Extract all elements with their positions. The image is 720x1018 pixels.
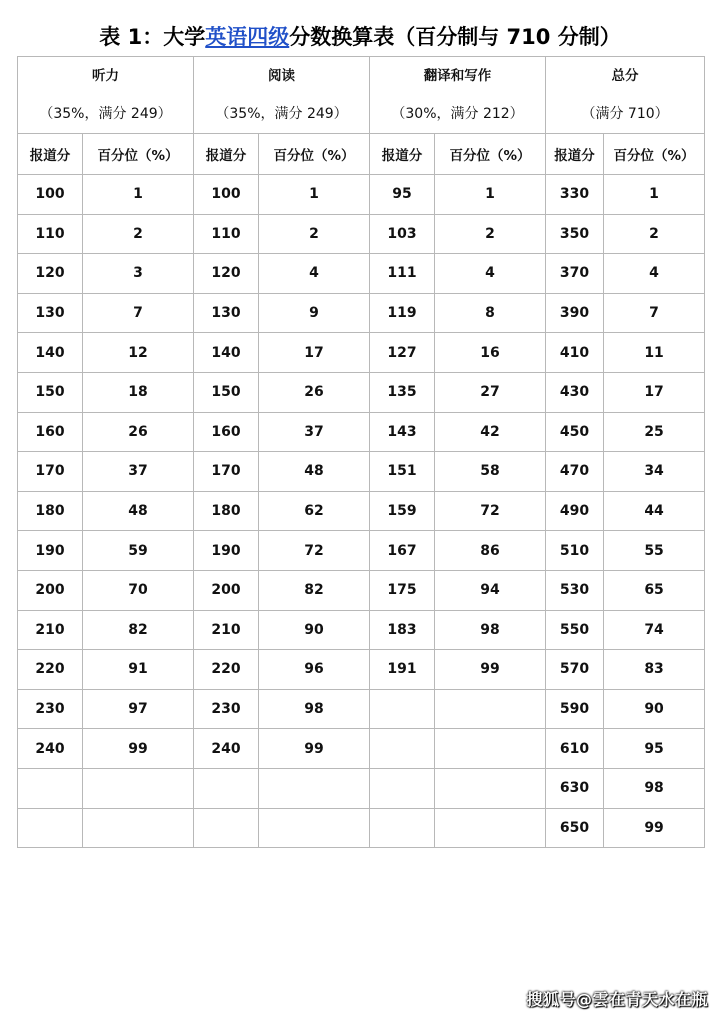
section-header [546,57,705,134]
column-header-percentile: 百分位（%） [83,134,194,175]
percentile-cell: 70 [83,570,194,610]
percentile-cell: 9 [259,293,370,333]
percentile-cell: 82 [259,570,370,610]
score-cell: 570 [546,650,604,690]
percentile-cell [435,729,546,769]
percentile-cell: 99 [83,729,194,769]
percentile-cell: 48 [259,452,370,492]
score-cell [18,808,83,848]
percentile-cell: 18 [83,372,194,412]
percentile-cell: 83 [604,650,705,690]
section-subtitle: （满分 710） [581,106,669,122]
score-cell: 151 [370,452,435,492]
score-cell [370,768,435,808]
score-cell: 170 [18,452,83,492]
score-cell: 190 [194,531,259,571]
percentile-cell: 95 [604,729,705,769]
score-cell: 470 [546,452,604,492]
score-cell: 180 [194,491,259,531]
percentile-cell: 8 [435,293,546,333]
table-row [18,531,705,571]
section-subtitle: （35%，满分 249） [215,106,348,122]
score-cell: 630 [546,768,604,808]
percentile-cell: 4 [435,254,546,294]
section-header-row [18,57,705,134]
score-cell: 120 [194,254,259,294]
score-cell: 95 [370,175,435,215]
percentile-cell: 91 [83,650,194,690]
percentile-cell: 65 [604,570,705,610]
section-name: 总分 [611,68,639,84]
percentile-cell: 2 [83,214,194,254]
percentile-cell: 55 [604,531,705,571]
percentile-cell: 90 [259,610,370,650]
score-cell: 610 [546,729,604,769]
score-cell: 110 [194,214,259,254]
percentile-cell: 26 [83,412,194,452]
percentile-cell: 2 [435,214,546,254]
percentile-cell: 3 [83,254,194,294]
percentile-cell: 4 [259,254,370,294]
score-cell: 120 [18,254,83,294]
percentile-cell [83,808,194,848]
score-cell: 490 [546,491,604,531]
section-header [194,57,370,134]
percentile-cell: 2 [259,214,370,254]
score-cell: 370 [546,254,604,294]
percentile-cell: 1 [83,175,194,215]
table-row [18,610,705,650]
score-cell: 110 [18,214,83,254]
title-link[interactable]: 英语四级 [205,25,290,49]
percentile-cell: 98 [435,610,546,650]
score-cell: 230 [194,689,259,729]
percentile-cell: 42 [435,412,546,452]
section-name: 翻译和写作 [423,68,492,84]
percentile-cell: 16 [435,333,546,373]
column-header-percentile: 百分位（%） [435,134,546,175]
page-title [0,20,720,54]
percentile-cell: 34 [604,452,705,492]
score-cell: 140 [18,333,83,373]
section-name: 听力 [92,68,119,84]
percentile-cell: 44 [604,491,705,531]
score-cell: 430 [546,372,604,412]
percentile-cell: 7 [604,293,705,333]
percentile-cell: 17 [259,333,370,373]
score-cell: 175 [370,570,435,610]
score-cell [18,768,83,808]
score-cell: 135 [370,372,435,412]
percentile-cell: 99 [604,808,705,848]
score-cell: 143 [370,412,435,452]
title-suffix: 分数换算表（百分制与 710 分制） [289,25,621,49]
percentile-cell: 99 [259,729,370,769]
table-row [18,214,705,254]
table-row [18,650,705,690]
percentile-cell: 11 [604,333,705,373]
table-row [18,570,705,610]
score-cell: 510 [546,531,604,571]
table-row [18,293,705,333]
percentile-cell: 82 [83,610,194,650]
percentile-cell: 2 [604,214,705,254]
percentile-cell: 7 [83,293,194,333]
score-cell: 127 [370,333,435,373]
column-header-percentile: 百分位（%） [259,134,370,175]
score-cell: 140 [194,333,259,373]
percentile-cell [435,768,546,808]
section-subtitle: （30%，满分 212） [391,106,524,122]
table-row [18,254,705,294]
score-cell: 350 [546,214,604,254]
percentile-cell: 94 [435,570,546,610]
table-row [18,689,705,729]
score-cell: 150 [18,372,83,412]
score-cell: 191 [370,650,435,690]
column-header-row [18,134,705,175]
watermark: 搜狐号@雲在青天水在瓶 [526,990,708,1009]
percentile-cell [83,768,194,808]
percentile-cell: 62 [259,491,370,531]
percentile-cell: 12 [83,333,194,373]
percentile-cell: 99 [435,650,546,690]
percentile-cell: 1 [604,175,705,215]
percentile-cell: 4 [604,254,705,294]
score-cell: 100 [18,175,83,215]
score-cell: 160 [18,412,83,452]
percentile-cell [435,689,546,729]
table-row [18,175,705,215]
score-cell: 119 [370,293,435,333]
percentile-cell: 72 [435,491,546,531]
score-cell [370,689,435,729]
percentile-cell: 1 [259,175,370,215]
score-cell: 410 [546,333,604,373]
section-header [370,57,546,134]
percentile-cell [259,808,370,848]
score-cell: 130 [18,293,83,333]
score-cell: 200 [194,570,259,610]
score-cell: 650 [546,808,604,848]
score-cell: 240 [194,729,259,769]
score-cell [370,729,435,769]
table-row [18,412,705,452]
score-cell [194,768,259,808]
score-cell: 230 [18,689,83,729]
score-cell [370,808,435,848]
percentile-cell: 25 [604,412,705,452]
percentile-cell: 86 [435,531,546,571]
table-row [18,729,705,769]
score-cell: 159 [370,491,435,531]
percentile-cell: 26 [259,372,370,412]
table-row [18,808,705,848]
percentile-cell: 97 [83,689,194,729]
percentile-cell: 1 [435,175,546,215]
table-row [18,452,705,492]
score-cell: 160 [194,412,259,452]
column-header-percentile: 百分位（%） [604,134,705,175]
percentile-cell: 59 [83,531,194,571]
section-header [18,57,194,134]
column-header-score: 报道分 [18,134,83,175]
column-header-score: 报道分 [546,134,604,175]
table-row [18,333,705,373]
score-cell: 590 [546,689,604,729]
section-subtitle: （35%，满分 249） [39,106,172,122]
score-cell: 100 [194,175,259,215]
percentile-cell: 74 [604,610,705,650]
table-row [18,491,705,531]
score-cell: 530 [546,570,604,610]
percentile-cell: 96 [259,650,370,690]
score-cell: 150 [194,372,259,412]
percentile-cell: 58 [435,452,546,492]
title-prefix: 表 1：大学 [99,25,206,49]
percentile-cell: 37 [83,452,194,492]
score-cell: 550 [546,610,604,650]
score-cell: 210 [194,610,259,650]
score-cell: 180 [18,491,83,531]
score-cell: 330 [546,175,604,215]
score-cell: 240 [18,729,83,769]
percentile-cell: 27 [435,372,546,412]
score-cell: 111 [370,254,435,294]
percentile-cell [435,808,546,848]
table-row [18,372,705,412]
score-cell: 103 [370,214,435,254]
score-cell: 220 [18,650,83,690]
percentile-cell: 48 [83,491,194,531]
score-cell: 210 [18,610,83,650]
percentile-cell: 37 [259,412,370,452]
score-cell: 450 [546,412,604,452]
score-cell: 167 [370,531,435,571]
score-cell: 130 [194,293,259,333]
score-cell: 200 [18,570,83,610]
score-cell [194,808,259,848]
percentile-cell: 72 [259,531,370,571]
score-cell: 183 [370,610,435,650]
percentile-cell [259,768,370,808]
percentile-cell: 17 [604,372,705,412]
column-header-score: 报道分 [194,134,259,175]
percentile-cell: 90 [604,689,705,729]
column-header-score: 报道分 [370,134,435,175]
percentile-cell: 98 [604,768,705,808]
score-cell: 170 [194,452,259,492]
section-name: 阅读 [268,68,296,84]
score-conversion-table [17,56,705,848]
table-row [18,768,705,808]
percentile-cell: 98 [259,689,370,729]
score-cell: 390 [546,293,604,333]
score-cell: 190 [18,531,83,571]
score-cell: 220 [194,650,259,690]
